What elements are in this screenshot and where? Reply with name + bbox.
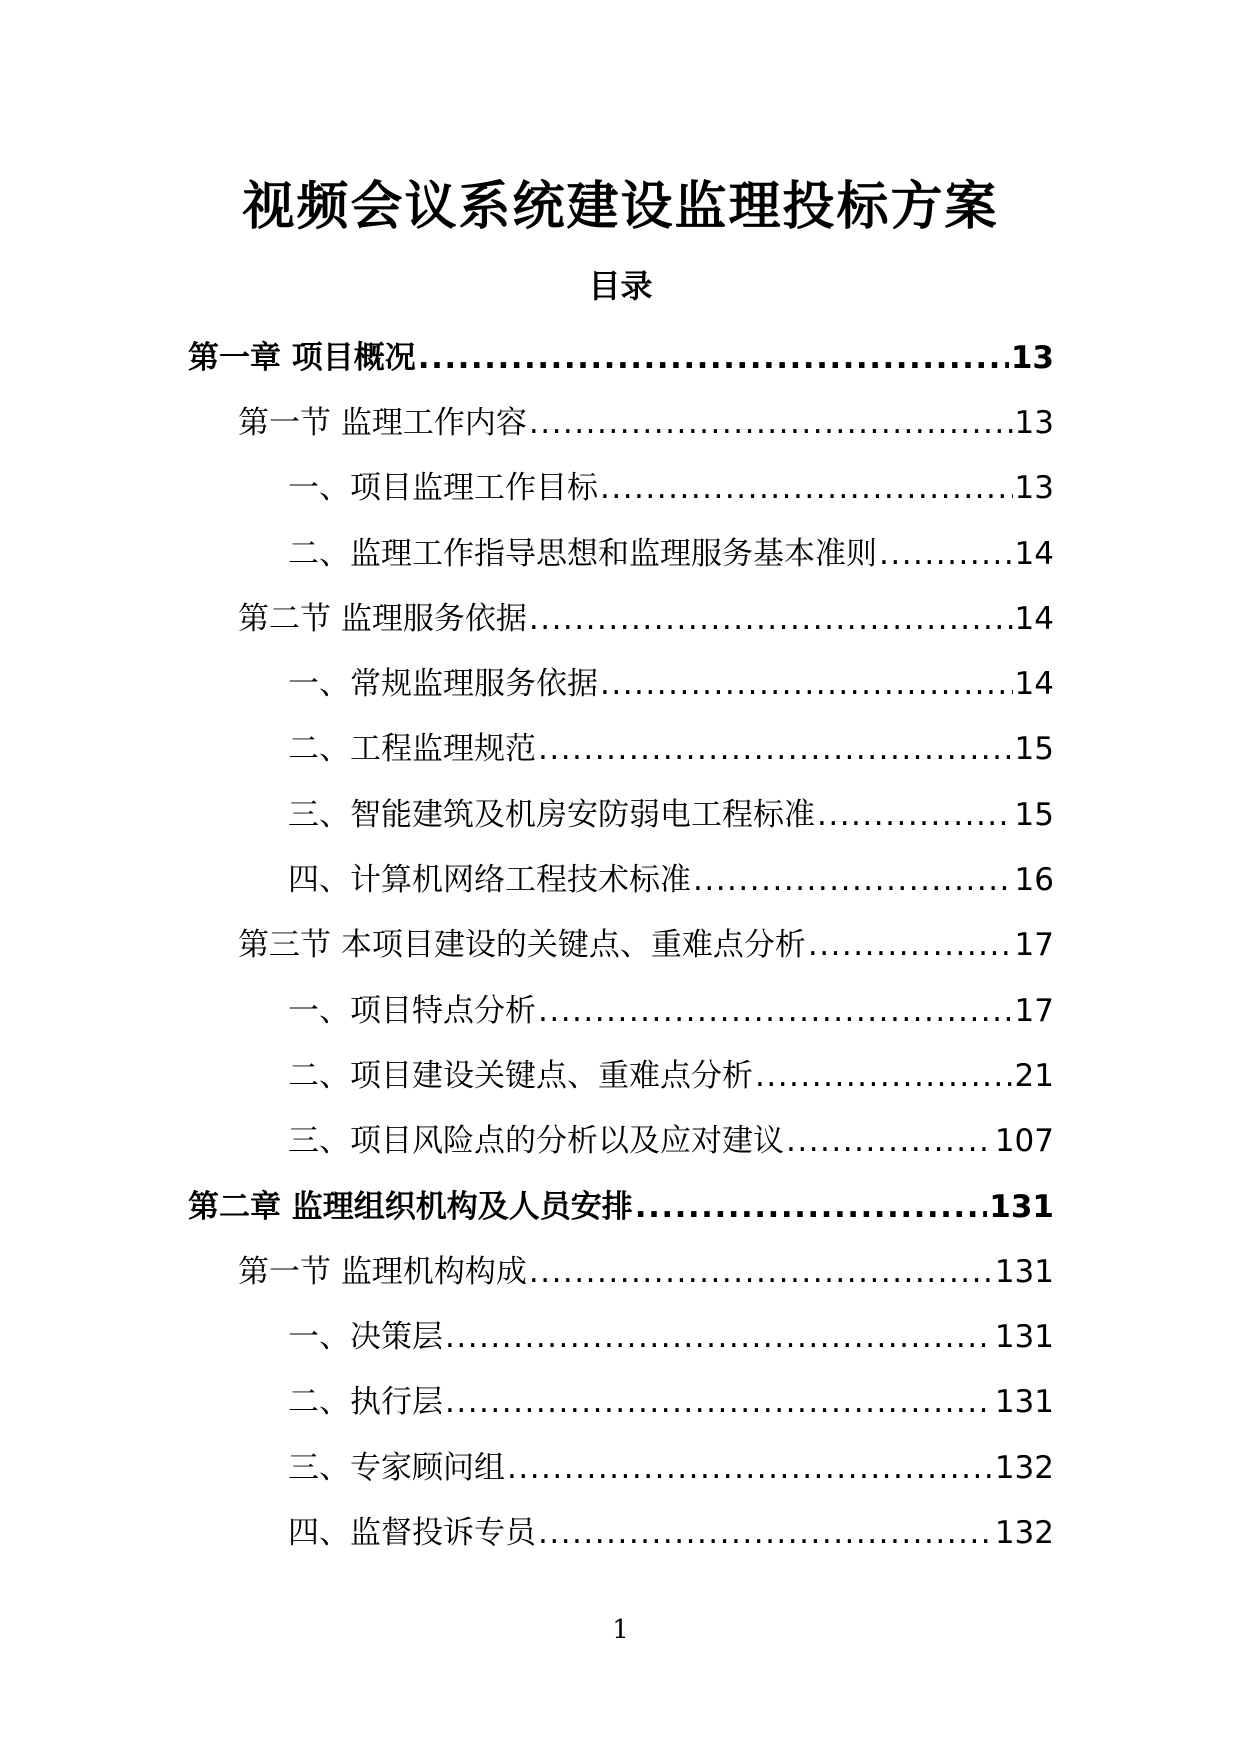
toc-entry[interactable] — [188, 1370, 1054, 1435]
toc-entry-page: 14 — [1014, 600, 1054, 637]
toc-entry-page: 131 — [994, 1253, 1054, 1290]
toc-entry-label: 第一节 监理工作内容 — [238, 404, 527, 441]
toc-entry-label: 四、监督投诉专员 — [288, 1514, 536, 1551]
toc-entry-page: 13 — [1010, 339, 1054, 376]
toc-entry[interactable] — [188, 456, 1054, 521]
toc-entry[interactable] — [188, 586, 1054, 651]
toc-entry[interactable] — [188, 1500, 1054, 1565]
toc-dot-leader — [538, 1511, 993, 1555]
toc-entry[interactable] — [188, 1109, 1054, 1174]
toc-dot-leader — [418, 336, 1009, 380]
document-title: 视频会议系统建设监理投标方案 — [242, 177, 999, 237]
toc-entry-label: 第二节 监理服务依据 — [238, 600, 527, 637]
toc-entry-page: 132 — [994, 1449, 1054, 1486]
toc-entry[interactable] — [188, 717, 1054, 782]
toc-entry-label: 一、决策层 — [288, 1319, 443, 1356]
toc-entry-page: 17 — [1014, 927, 1054, 964]
toc-entry[interactable] — [188, 1239, 1054, 1304]
toc-dot-leader — [445, 1315, 993, 1359]
toc-entry-page: 14 — [1014, 535, 1054, 572]
toc-dot-leader — [600, 466, 1013, 510]
toc-dot-leader — [808, 923, 1013, 967]
toc-entry-page: 15 — [1014, 796, 1054, 833]
toc-entry[interactable] — [188, 390, 1054, 455]
toc-dot-leader — [879, 532, 1013, 576]
toc-entry[interactable] — [188, 1435, 1054, 1500]
toc-dot-leader — [445, 1380, 993, 1424]
toc-entry-label: 一、常规监理服务依据 — [288, 666, 598, 703]
toc-entry-label: 第一节 监理机构构成 — [238, 1253, 527, 1290]
toc-entry-page: 14 — [1014, 666, 1054, 703]
toc-entry[interactable] — [188, 1174, 1054, 1239]
toc-entry[interactable] — [188, 1304, 1054, 1369]
toc-entry-page: 16 — [1014, 862, 1054, 899]
toc-dot-leader — [600, 662, 1013, 706]
toc-dot-leader — [529, 597, 1013, 641]
toc-dot-leader — [786, 1119, 993, 1163]
toc-dot-leader — [529, 1250, 993, 1294]
toc-dot-leader — [755, 1054, 1013, 1098]
toc-entry-label: 第三节 本项目建设的关键点、重难点分析 — [238, 927, 806, 964]
toc-entry-label: 二、项目建设关键点、重难点分析 — [288, 1057, 753, 1094]
toc-entry[interactable] — [188, 325, 1054, 390]
toc-entry-page: 15 — [1014, 731, 1054, 768]
toc-entry-page: 21 — [1014, 1057, 1054, 1094]
toc-dot-leader — [538, 989, 1013, 1033]
toc-entry[interactable] — [188, 782, 1054, 847]
toc-entry-page: 107 — [994, 1123, 1054, 1160]
toc-entry-page: 13 — [1014, 470, 1054, 507]
toc-heading: 目录 — [588, 267, 653, 305]
toc-entry-page: 132 — [994, 1514, 1054, 1551]
toc-entry[interactable] — [188, 847, 1054, 912]
toc-dot-leader — [529, 401, 1013, 445]
toc-entry[interactable] — [188, 913, 1054, 978]
toc-dot-leader — [817, 793, 1013, 837]
toc-entry[interactable] — [188, 521, 1054, 586]
toc-dot-leader — [635, 1185, 987, 1229]
toc-entry-label: 四、计算机网络工程技术标准 — [288, 862, 691, 899]
toc-entry-label: 一、项目监理工作目标 — [288, 470, 598, 507]
toc-entry[interactable] — [188, 651, 1054, 716]
toc-entry-page: 13 — [1014, 404, 1054, 441]
toc-entry-label: 三、项目风险点的分析以及应对建议 — [288, 1123, 784, 1160]
toc-entry-label: 二、工程监理规范 — [288, 731, 536, 768]
toc-dot-leader — [507, 1446, 993, 1490]
page-number: 1 — [612, 1615, 629, 1645]
toc-entry[interactable] — [188, 1043, 1054, 1108]
toc-entry-label: 第二章 监理组织机构及人员安排 — [188, 1188, 633, 1225]
toc-entry-page: 17 — [1014, 992, 1054, 1029]
toc-entry-label: 二、执行层 — [288, 1384, 443, 1421]
toc-entry-label: 第一章 项目概况 — [188, 339, 416, 376]
toc-entry-page: 131 — [994, 1384, 1054, 1421]
toc-dot-leader — [693, 858, 1013, 902]
table-of-contents — [188, 325, 1054, 1566]
toc-dot-leader — [538, 727, 1013, 771]
toc-entry-page: 131 — [994, 1319, 1054, 1356]
toc-entry-label: 三、智能建筑及机房安防弱电工程标准 — [288, 796, 815, 833]
toc-entry[interactable] — [188, 978, 1054, 1043]
toc-entry-label: 一、项目特点分析 — [288, 992, 536, 1029]
toc-entry-label: 二、监理工作指导思想和监理服务基本准则 — [288, 535, 877, 572]
toc-entry-label: 三、专家顾问组 — [288, 1449, 505, 1486]
toc-entry-page: 131 — [989, 1188, 1054, 1225]
